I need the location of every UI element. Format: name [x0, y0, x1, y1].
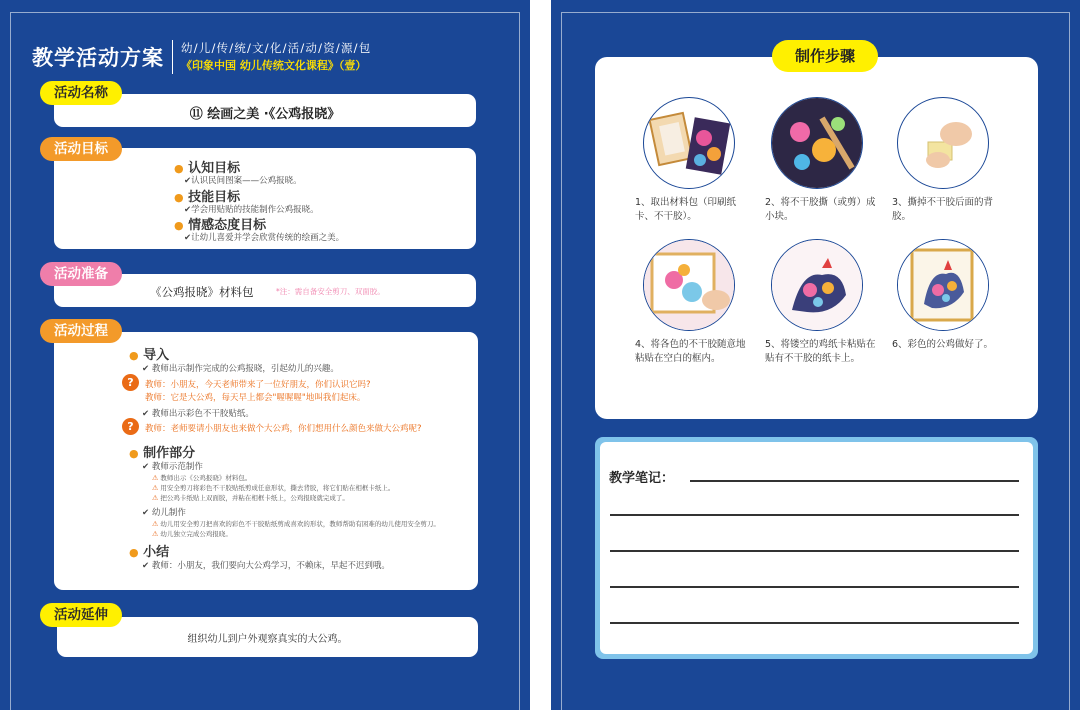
notes-line: [610, 586, 1019, 588]
step-caption: 5、将镂空的鸡纸卡粘贴在贴有不干胶的纸卡上。: [765, 339, 876, 364]
notes-label: 教学笔记：: [609, 471, 675, 486]
step-photo-rooster-card: [771, 239, 863, 331]
process-intro-title: ● 导入: [129, 348, 170, 363]
step-photo-peeling: [897, 97, 989, 189]
notes-line: [610, 550, 1019, 552]
activity-name: ⑪ 绘画之美 ·《公鸡报晓》: [189, 107, 341, 122]
process-line: ✔ 教师出示彩色不干胶贴纸。: [142, 409, 254, 419]
process-summary-title: ● 小结: [129, 545, 170, 560]
steps-title: 制作步骤: [772, 40, 878, 72]
process-make-title: ● 制作部分: [129, 446, 196, 461]
goal-detail: ✔认识民间图案——公鸡报晓。: [184, 176, 302, 186]
process-line: ✔ 教师出示制作完成的公鸡报晓，引起幼儿的兴趣。: [142, 364, 339, 374]
prep-material: 《公鸡报晓》材料包: [150, 285, 254, 299]
header-subtitle: 幼/儿/传/统/文/化/活/动/资/源/包: [181, 41, 372, 55]
step-photo-sticking: [643, 239, 735, 331]
notes-line: [690, 480, 1019, 482]
step-caption: 1、取出材料包（印刷纸卡、不干胶）。: [635, 197, 737, 222]
question-icon: ?: [122, 374, 139, 391]
goal-detail: ✔学会用贴贴的技能制作公鸡报晓。: [184, 205, 319, 215]
step-photo-materials: [643, 97, 735, 189]
kid-step: ⚠ 幼儿用安全剪刀把喜欢的彩色不干胶贴纸剪成喜欢的形状，教师帮助有困难的幼儿使用安全剪刀。: [152, 520, 440, 528]
step-caption: 6、彩色的公鸡做好了。: [892, 339, 994, 350]
notes-card: [595, 437, 1038, 659]
demo-step: ⚠ 把公鸡卡纸贴上双面胶，并粘在相框卡纸上，公鸡报晓就完成了。: [152, 494, 349, 502]
teacher-dialogue: 教师：它是大公鸡，每天早上都会"喔喔喔"地叫我们起床。: [145, 393, 366, 403]
step-photo-cutting: [771, 97, 863, 189]
demo-title: ✔ 教师示范制作: [142, 462, 203, 472]
steps-card: [595, 57, 1038, 419]
kid-title: ✔ 幼儿制作: [142, 508, 186, 518]
demo-step: ⚠ 用安全剪刀将彩色不干胶贴纸剪成任意形状，撕去背胶，将它们贴在相框卡纸上。: [152, 484, 395, 492]
title-divider: [172, 40, 173, 74]
extend-content: 组织幼儿到户外观察真实的大公鸡。: [187, 634, 348, 645]
goal-detail: ✔让幼儿喜爱并学会欣赏传统的绘画之美。: [184, 233, 345, 243]
page-title: 教学活动方案: [32, 46, 164, 70]
lesson-plan-page: [0, 0, 530, 710]
label-process: 活动过程: [40, 319, 122, 343]
notes-area: [600, 442, 1033, 654]
step-caption: 2、将不干胶撕（或剪）成小块。: [765, 197, 876, 222]
step-photo-finished: [897, 239, 989, 331]
step-caption: 4、将各色的不干胶随意地粘贴在空白的框内。: [635, 339, 746, 364]
goal-item: ● 情感态度目标: [174, 218, 267, 233]
kid-step: ⚠ 幼儿独立完成公鸡报晓。: [152, 530, 232, 538]
label-extend: 活动延伸: [40, 603, 122, 627]
goal-item: ● 认知目标: [174, 161, 241, 176]
label-activity-name: 活动名称: [40, 81, 122, 105]
teacher-dialogue: 教师：小朋友，今天老师带来了一位好朋友，你们认识它吗?: [145, 380, 371, 390]
extend-card: [57, 617, 478, 657]
prep-note: *注：需自备安全剪刀、双面胶。: [276, 287, 385, 296]
question-icon: ?: [122, 418, 139, 435]
course-name: 《印象中国 幼儿传统文化课程》（壹）: [181, 59, 367, 72]
steps-page: [551, 0, 1080, 710]
demo-step: ⚠ 教师出示《公鸡报晓》材料包。: [152, 474, 252, 482]
teacher-dialogue: 教师：老师要请小朋友也来做个大公鸡，你们想用什么颜色来做大公鸡呢?: [145, 424, 422, 434]
goal-item: ● 技能目标: [174, 190, 241, 205]
step-caption: 3、撕掉不干胶后面的背胶。: [892, 197, 994, 222]
notes-line: [610, 622, 1019, 624]
summary-line: ✔ 教师：小朋友，我们要向大公鸡学习，不赖床，早起不迟到哦。: [142, 561, 390, 571]
notes-line: [610, 514, 1019, 516]
goals-card: [54, 148, 476, 249]
label-goals: 活动目标: [40, 137, 122, 161]
process-card: [54, 332, 478, 590]
label-prep: 活动准备: [40, 262, 122, 286]
